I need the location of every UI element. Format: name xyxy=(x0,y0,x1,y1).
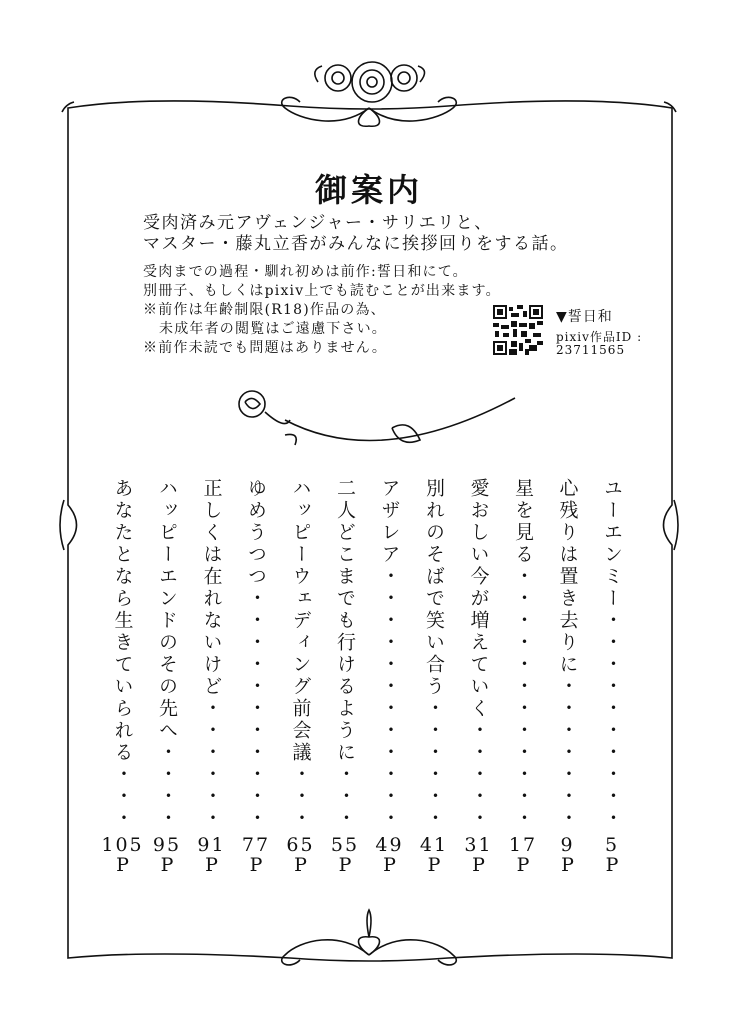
qr-id-value: 23711565 xyxy=(556,343,626,357)
page-title: 御案内 xyxy=(314,171,423,209)
toc-page-unit: P xyxy=(516,854,530,876)
toc-leader-dots: ・・・・・・ xyxy=(200,698,223,830)
toc-page-unit: P xyxy=(116,854,129,876)
toc-entry[interactable] xyxy=(548,478,588,878)
toc-entry[interactable] xyxy=(192,478,232,878)
toc-leader-dots: ・・・・・・ xyxy=(423,698,445,830)
toc-page-unit: P xyxy=(294,854,307,876)
toc-title: 心残りは置き去りに xyxy=(556,478,579,676)
toc-entry[interactable] xyxy=(236,478,276,878)
toc-entry[interactable] xyxy=(459,478,499,878)
toc-page-unit: P xyxy=(472,854,485,876)
toc-page-number: 91 xyxy=(197,834,226,856)
toc-entry-title xyxy=(281,478,321,832)
toc-entry-title xyxy=(459,478,499,832)
qr-code[interactable] xyxy=(493,305,543,355)
qr-label: ▼誓日和 xyxy=(556,309,613,325)
toc-entry-title xyxy=(592,478,632,832)
toc-page-unit: P xyxy=(383,854,396,876)
toc-title: ユーエンミー xyxy=(601,478,623,610)
note-line: ※前作未読でも問題はありません。 xyxy=(143,340,388,356)
toc-title: 別れのそばで笑い合う xyxy=(423,478,445,698)
toc-title: ゆめうつつ xyxy=(245,478,267,588)
intro-line: 受肉済み元アヴェンジャー・サリエリと、 xyxy=(143,213,493,233)
toc-page-number: 5 xyxy=(604,834,620,856)
toc-leader-dots: ・・・・・・・・・・・・ xyxy=(378,566,401,830)
toc-entry-title xyxy=(548,478,588,832)
intro-line: マスター・藤丸立香がみんなに挨拶回りをする話。 xyxy=(143,234,569,254)
toc-leader-dots: ・・・ xyxy=(111,764,134,830)
toc-entry-title xyxy=(325,478,365,832)
qr-work-id xyxy=(556,331,642,357)
toc-page-number: 95 xyxy=(152,834,182,856)
toc-entry[interactable] xyxy=(503,478,543,878)
toc-page-number: 55 xyxy=(330,834,360,856)
toc-entry[interactable] xyxy=(414,478,454,878)
note-line: 別冊子、もしくはpixiv上でも読むことが出来ます。 xyxy=(143,283,501,299)
toc-entry-title xyxy=(192,478,232,832)
toc-entry-title xyxy=(147,478,187,832)
toc-title: 二人どこまでも行けるように xyxy=(334,478,356,764)
toc-page-number: 9 xyxy=(560,834,575,856)
toc-page-number: 31 xyxy=(464,834,493,856)
toc-entry-title xyxy=(503,478,543,832)
toc-page-unit: P xyxy=(561,854,574,876)
note-line: 受肉までの過程・馴れ初めは前作:誓日和にて。 xyxy=(143,264,468,280)
toc-page-unit: P xyxy=(427,854,441,876)
toc-leader-dots: ・・・・・・・・・・・ xyxy=(245,588,267,830)
table-of-contents xyxy=(100,478,640,878)
toc-page-number: 105 xyxy=(101,834,144,856)
toc-leader-dots: ・・・・・・・ xyxy=(556,676,579,830)
toc-title: ハッピーエンドのその先へ xyxy=(156,478,178,742)
toc-leader-dots: ・・・・・ xyxy=(467,720,490,830)
toc-leader-dots: ・・・・ xyxy=(156,742,178,830)
toc-page-number: 49 xyxy=(375,834,404,856)
toc-page-number: 17 xyxy=(508,834,538,856)
toc-entry[interactable] xyxy=(147,478,187,878)
toc-page-unit: P xyxy=(338,854,352,876)
toc-entry[interactable] xyxy=(592,478,632,878)
toc-title: 正しくは在れないけど xyxy=(200,478,223,698)
toc-title: アザレア xyxy=(378,478,401,566)
toc-title: ハッピーウェディング前会議 xyxy=(289,478,312,764)
toc-entry[interactable] xyxy=(281,478,321,878)
toc-entry[interactable] xyxy=(103,478,143,878)
toc-page-number: 65 xyxy=(286,834,315,856)
toc-leader-dots: ・・・ xyxy=(289,764,312,830)
notes-text xyxy=(143,263,501,358)
toc-page-number: 77 xyxy=(241,834,271,856)
toc-page-unit: P xyxy=(605,854,619,876)
toc-page-unit: P xyxy=(205,854,218,876)
toc-title: 愛おしい今が増えていく xyxy=(467,478,490,720)
toc-entry-title xyxy=(370,478,410,832)
toc-leader-dots: ・・・・・・・・・・・・ xyxy=(512,566,534,830)
intro-text xyxy=(143,213,569,255)
note-line: 未成年者の閲覧はご遠慮下さい。 xyxy=(159,321,387,337)
note-line: ※前作は年齢制限(R18)作品の為、 xyxy=(143,302,386,318)
toc-entry[interactable] xyxy=(325,478,365,878)
toc-entry-title xyxy=(103,478,143,832)
toc-leader-dots: ・・・・・・・・・・ xyxy=(601,610,623,830)
toc-page-number: 41 xyxy=(419,834,449,856)
toc-entry-title xyxy=(414,478,454,832)
toc-page-unit: P xyxy=(249,854,263,876)
qr-id-label: pixiv作品ID : xyxy=(556,330,643,344)
toc-title: 星を見る xyxy=(512,478,534,566)
toc-leader-dots: ・・・ xyxy=(334,764,356,830)
toc-title: あなたとなら生きていられる xyxy=(111,478,134,764)
toc-entry-title xyxy=(236,478,276,832)
toc-entry[interactable] xyxy=(370,478,410,878)
toc-page-unit: P xyxy=(160,854,174,876)
